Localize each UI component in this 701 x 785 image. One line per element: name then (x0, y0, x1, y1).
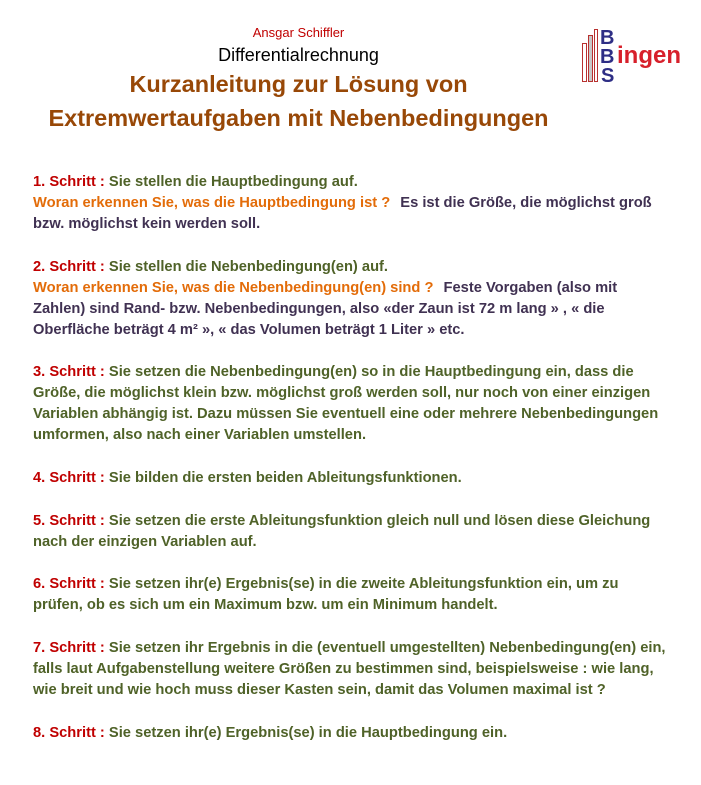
step-line (33, 659, 693, 680)
step-instruction: Variablen abhängig ist. Dazu müssen Sie eventuell eine oder mehrere Nebenbedingungen (33, 406, 659, 423)
step-3 (33, 362, 693, 446)
step-line (33, 468, 693, 489)
step-answer: Oberfläche beträgt 4 m² », « das Volumen beträgt 1 Liter » etc. (33, 321, 465, 338)
title-line: Kurzanleitung zur Lösung von (129, 71, 468, 97)
step-7 (33, 638, 693, 701)
step-label: 3. Schritt : (33, 364, 105, 381)
step-line (33, 214, 693, 235)
step-line (33, 680, 693, 701)
step-line (33, 257, 693, 278)
step-instruction: prüfen, ob es sich um ein Maximum bzw. um ein Minimum handelt. (33, 597, 498, 614)
step-line (33, 320, 693, 341)
step-line (33, 511, 693, 532)
step-instruction: umformen, also nach einer Variablen umstellen. (33, 427, 367, 444)
step-2 (33, 257, 693, 341)
step-instruction: Sie stellen die Hauptbedingung auf. (108, 174, 358, 190)
document-title (0, 67, 597, 135)
step-instruction: Sie stellen die Nebenbedingung(en) auf. (108, 258, 389, 275)
step-label: 7. Schritt : (33, 640, 105, 657)
title-line: Extremwertaufgaben mit Nebenbedingungen (48, 105, 549, 131)
step-instruction: Sie setzen die Nebenbedingung(en) so in die Hauptbedingung ein, dass die (108, 364, 634, 381)
step-line (33, 532, 693, 553)
step-instruction: Größe, die möglichst klein bzw. möglichst groß werden soll, nur noch von einer einzigen (33, 385, 651, 402)
step-instruction: wie breit und wie hoch muss dieser Kasten sein, damit das Volumen maximal ist ? (33, 682, 606, 699)
logo-wordmark: ingen (617, 42, 681, 69)
step-instruction: Sie setzen die erste Ableitungsfunktion gleich null und lösen diese Gleichung (108, 512, 651, 529)
logo-letter: B (600, 27, 615, 49)
step-question: Woran erkennen Sie, was die Nebenbedingung(en) sind ? (33, 279, 434, 296)
step-instruction: falls laut Aufgabenstellung weitere Größen zu bestimmen sind, beispielsweise : wie lang, (33, 661, 654, 678)
step-question: Woran erkennen Sie, was die Hauptbedingung ist ? (33, 195, 391, 211)
logo-bar (583, 44, 587, 82)
step-label: 1. Schritt : (33, 174, 105, 190)
step-instruction: Sie bilden die ersten beiden Ableitungsfunktionen. (108, 470, 462, 487)
logo-letter: S (601, 65, 615, 87)
step-1 (33, 172, 693, 235)
step-label: 4. Schritt : (33, 470, 105, 487)
step-instruction: nach der einzigen Variablen auf. (33, 533, 257, 550)
step-line (33, 172, 693, 193)
step-label: 5. Schritt : (33, 512, 105, 529)
step-line (33, 574, 693, 595)
step-label: 8. Schritt : (33, 724, 105, 741)
step-label: 6. Schritt : (33, 576, 105, 593)
step-8 (33, 723, 693, 744)
step-instruction: Sie setzen ihr Ergebnis in die (eventuell umgestellten) Nebenbedingung(en) ein, (108, 640, 666, 657)
step-line (33, 638, 693, 659)
subject-heading: Differentialrechnung (218, 45, 379, 65)
step-line (33, 595, 693, 616)
logo-bar (595, 30, 598, 82)
step-label: 2. Schritt : (33, 258, 105, 275)
steps-list (33, 172, 693, 744)
step-answer: Feste Vorgaben (also mit (443, 279, 618, 296)
step-line (33, 362, 693, 383)
step-instruction: Sie setzen ihr(e) Ergebnis(se) in die zweite Ableitungsfunktion ein, um zu (108, 576, 619, 593)
step-line (33, 278, 693, 299)
step-answer: Es ist die Größe, die möglichst groß (400, 195, 652, 211)
step-line (33, 723, 693, 744)
step-line (33, 404, 693, 425)
school-logo (580, 26, 692, 86)
step-line (33, 383, 693, 404)
logo-bar (589, 36, 593, 82)
step-answer: Zahlen) sind Rand- bzw. Nebenbedingungen, also «der Zaun ist 72 m lang » , « die (33, 300, 605, 317)
step-5 (33, 511, 693, 553)
logo-letter: B (600, 46, 615, 68)
step-4 (33, 468, 693, 489)
step-line (33, 299, 693, 320)
author-name: Ansgar Schiffler (252, 25, 345, 40)
step-6 (33, 574, 693, 616)
step-answer: bzw. möglichst kein werden soll. (33, 216, 261, 232)
step-instruction: Sie setzen ihr(e) Ergebnis(se) in die Hauptbedingung ein. (108, 724, 508, 741)
step-line (33, 193, 693, 214)
step-line (33, 425, 693, 446)
